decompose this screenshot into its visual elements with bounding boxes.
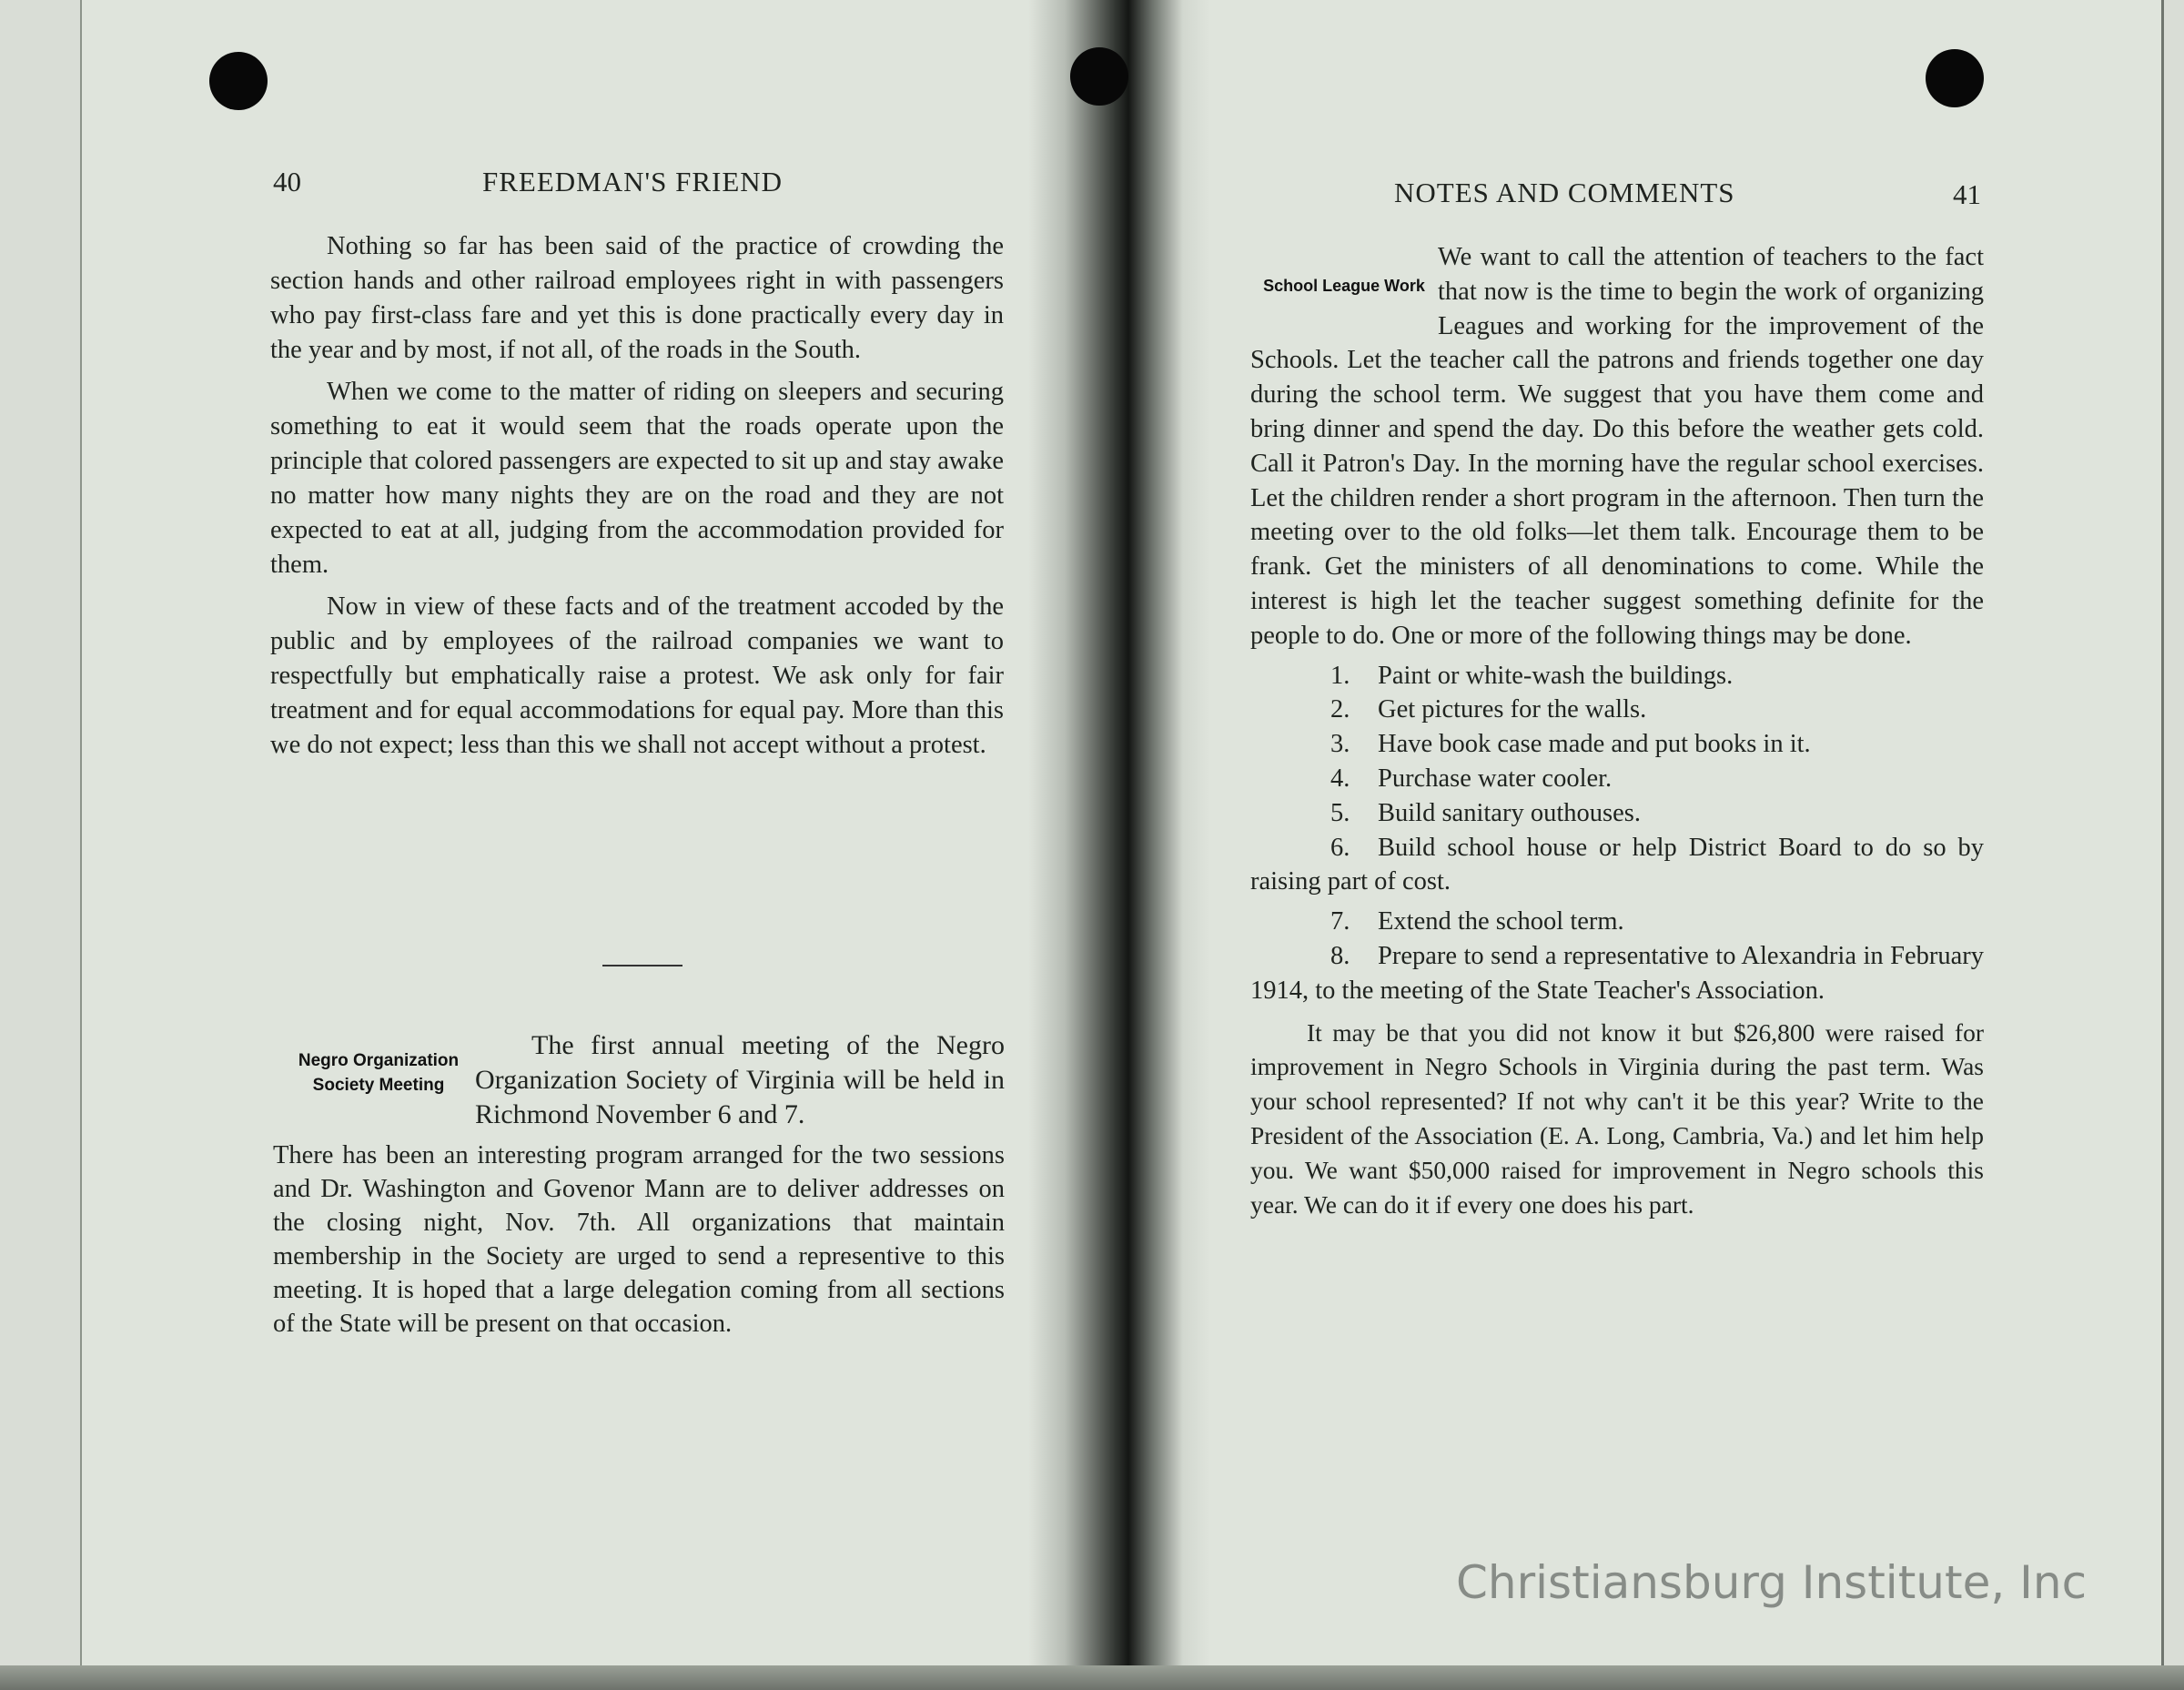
paragraph: When we come to the matter of riding on sleepers and securing something to eat it would seem that the roads operate upon the principle that colored passengers are expected to sit up and stay awake no matter how many nights they are on the road and they are not expected to eat at all, judging from the accommodation provided for them.: [270, 378, 1004, 579]
paragraph: There has been an interesting program arranged for the two sessions and Dr. Washington and Govenor Mann are to deliver addresses on the closing night, Nov. 7th. All organizations that maintain membership in the Society are urged to send a representive to this meeting. It is hoped that a large delegation coming from all sections of the State will be present on that occasion.: [273, 1141, 1005, 1338]
section-separator-rule: [602, 965, 682, 966]
left-running-head: FREEDMAN'S FRIEND: [482, 166, 784, 197]
suggestion-list: [1250, 659, 1984, 1008]
sidenote-negro-organization: [289, 1048, 468, 1098]
paragraph: Nothing so far has been said of the practice of crowding the section hands and other railroad employees right in with passengers who pay first-class fare and yet this is done practically every day in the year and by most, if not all, of the roads in the South.: [270, 232, 1004, 364]
book-gutter-shadow: [1028, 0, 1210, 1665]
watermark: Christiansburg Institute, Inc: [1456, 1556, 2088, 1609]
left-page-number: 40: [273, 166, 301, 197]
punch-hole-center: [1070, 47, 1128, 106]
left-body-text: [270, 229, 1004, 763]
list-item: 8. Prepare to send a representative to Alexandria in February 1914, to the meeting of the State Teacher's Association.: [1250, 941, 1984, 1005]
paragraph: We want to call the attention of teachers to the fact that now is the time to begin the work of organizing Leagues and working for the improvement of the Schools. Let the teacher call the patrons and friends together one day during the school term. We suggest that you have them come and bring dinner and spend the day. Do this before the weather gets cold. Call it Patron's Day. In the morning have the regular school exercises. Let the children render a short program in the afternoon. Then turn the meeting over to the old folks—let them talk. Encourage them to be frank. Get the ministers of all denominations to come. While the interest is high let the teacher suggest something definite for the people to do. One or more of the following things may be done.: [1250, 243, 1984, 650]
paragraph: It may be that you did not know it but $26,800 were raised for improvement in Negro Schools in Virginia during the past term. Was your school represented? If not why can't it be this year? Write to the President of the Association (E. A. Long, Cambria, Va.) and let him help you. We want $50,000 raised for improvement in Negro schools this year. We can do it if every one does his part.: [1250, 1017, 1984, 1219]
sidenote-line: Society Meeting: [312, 1076, 445, 1095]
paragraph: Now in view of these facts and of the treatment accoded by the public and by employees of the railroad companies we want to respectfully but emphatically raise a protest. We ask only for fair treatment and for equal accommodations for equal pay. More than this we do not expect; less than this we shall not accept without a protest.: [270, 592, 1004, 759]
list-item: 4. Purchase water cooler.: [1330, 764, 1613, 793]
list-item: 2. Get pictures for the walls.: [1330, 695, 1647, 724]
list-item: 6. Build school house or help District Board to do so by raising part of cost.: [1250, 833, 1984, 896]
list-item: 1. Paint or white-wash the buildings.: [1330, 661, 1734, 690]
sidenote-line: Negro Organization: [298, 1051, 460, 1070]
meeting-announcement-body: [273, 1138, 1005, 1341]
punch-hole-right: [1926, 49, 1984, 107]
list-item: 7. Extend the school term.: [1330, 907, 1624, 936]
right-running-head: NOTES AND COMMENTS: [1394, 177, 1735, 208]
punch-hole-left: [209, 52, 268, 110]
sidenote-school-league-work: School League Work: [1263, 277, 1425, 295]
right-page-number: 41: [1953, 178, 1981, 210]
right-body-text: [1250, 240, 1984, 1221]
meeting-announcement-lead: [475, 1028, 1005, 1132]
scan-bottom-edge: [0, 1665, 2184, 1690]
sidenote-float-spacer: [1250, 240, 1438, 340]
list-item: 5. Build sanitary outhouses.: [1330, 798, 1641, 827]
paragraph: The first annual meeting of the Negro Organization Society of Virginia will be held in Richmond November 6 and 7.: [475, 1030, 1005, 1129]
list-item: 3. Have book case made and put books in it.: [1330, 730, 1811, 759]
